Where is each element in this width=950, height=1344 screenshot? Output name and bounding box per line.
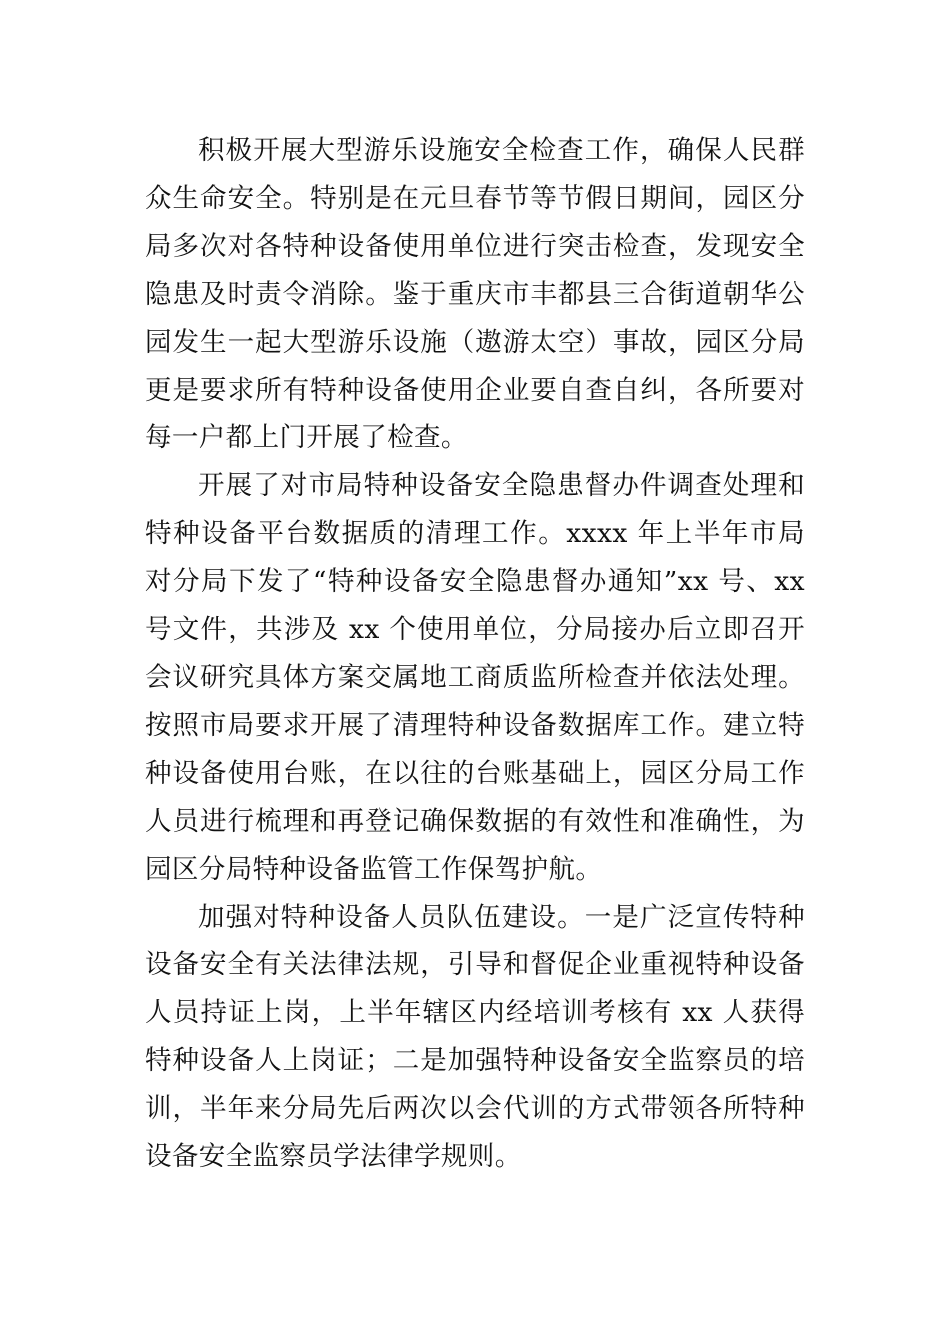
paragraph-hazard-supervision: 开展了对市局特种设备安全隐患督办件调查处理和特种设备平台数据质的清理工作。xxxx 年上半年市局对分局下发了“特种设备安全隐患督办通知”xx 号、xx 号文件，共涉及 xx 个使用单位，分局接办后立即召开会议研究具体方案交属地工商质监所检查并依法处理。按照市局要求开展了清理特种设备数据库工作。建立特种设备使用台账，在以往的台账基础上，园区分局工作人员进行梳理和再登记确保数据的有效性和准确性，为园区分局特种设备监管工作保驾护航。 [145, 470, 805, 885]
paragraph-amusement-inspection: 积极开展大型游乐设施安全检查工作，确保人民群众生命安全。特别是在元旦春节等节假日期间，园区分局多次对各特种设备使用单位进行突击检查，发现安全隐患及时责令消除。鉴于重庆市丰都县三合街道朝华公园发生一起大型游乐设施（遨游太空）事故，园区分局更是要求所有特种设备使用企业要自查自纠，各所要对每一户都上门开展了检查。 [145, 135, 805, 454]
paragraph-personnel-training: 加强对特种设备人员队伍建设。一是广泛宣传特种设备安全有关法律法规，引导和督促企业重视特种设备人员持证上岗，上半年辖区内经培训考核有 xx 人获得特种设备人上岗证；二是加强特种设备安全监察员的培训，半年来分局先后两次以会代训的方式带领各所特种设备安全监察员学法律学规则。 [145, 901, 805, 1173]
document-body [145, 127, 805, 1181]
